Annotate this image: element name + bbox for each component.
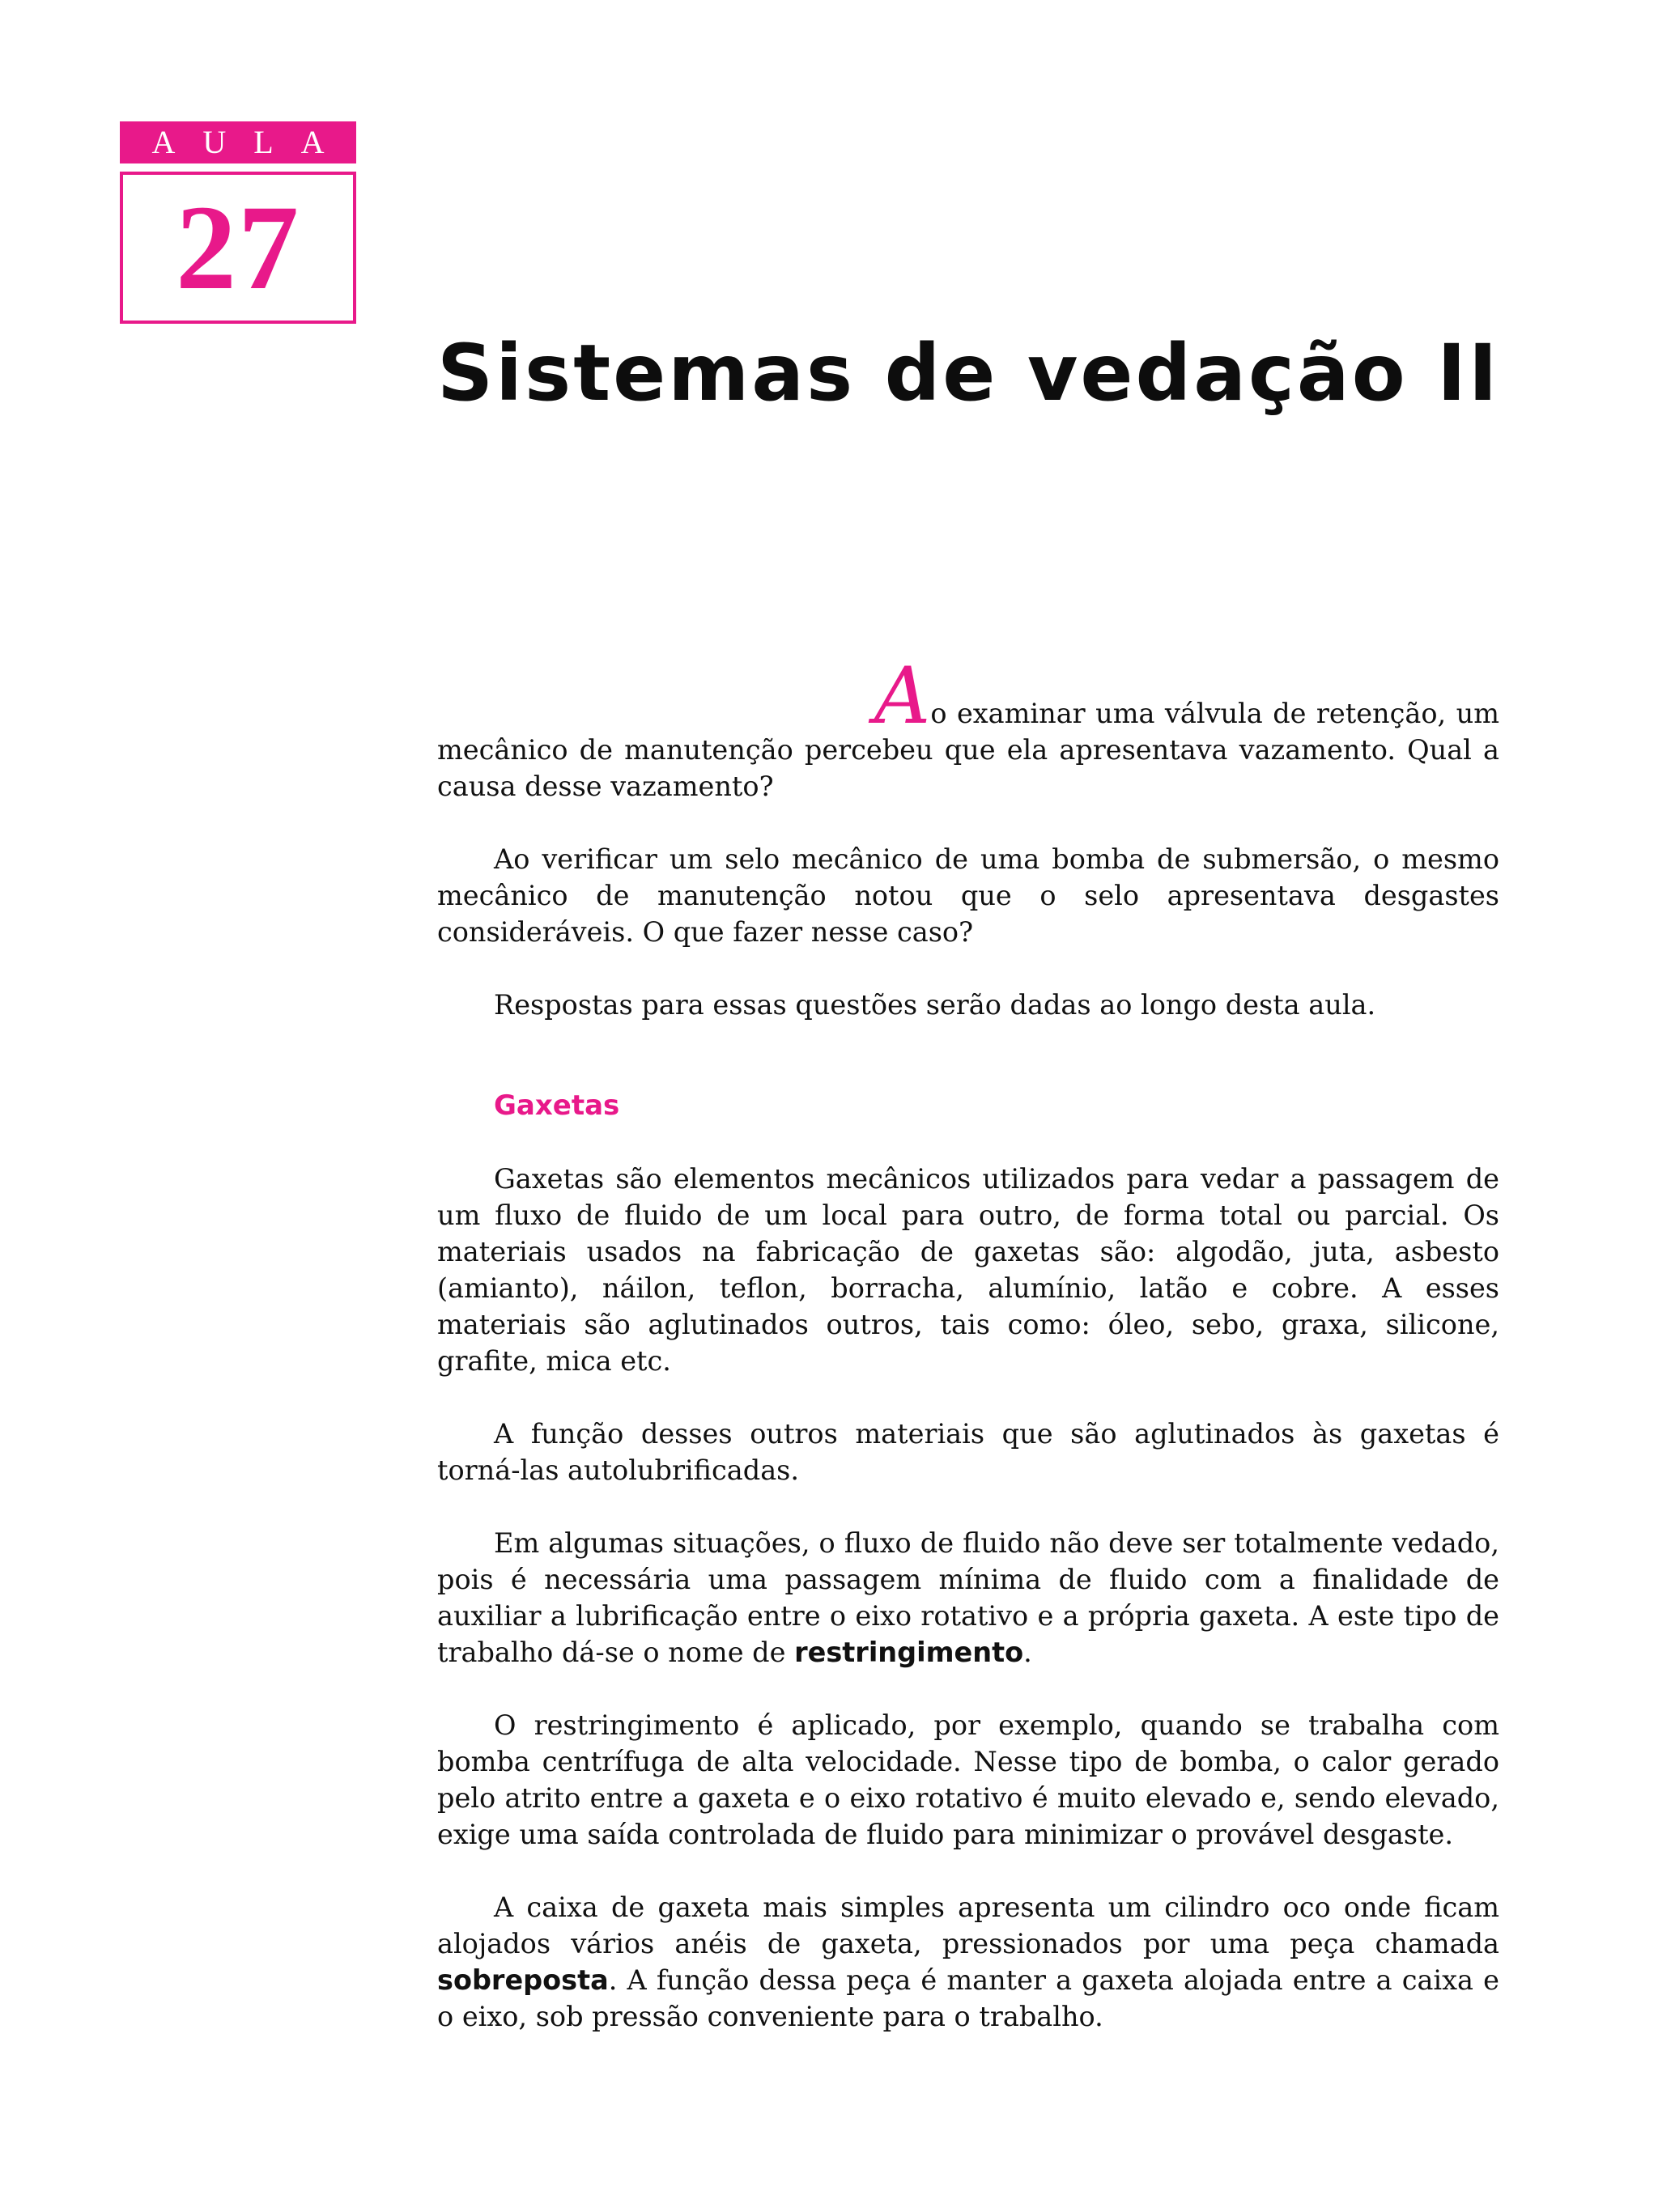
paragraph-gaxetas-definition: Gaxetas são elementos mecânicos utilizados para vedar a passagem de um fluxo de fluido de um local para outro, de forma total ou parcial. Os materiais usados na fabricação de gaxetas são: algodão, juta, asbesto (amianto), náilon, teflon, borracha, alumínio, latão e cobre. A esses materiais são aglutinados outros, tais como: óleo, sebo, graxa, silicone, grafite, mica etc.	[437, 1163, 1499, 1377]
lesson-number-frame	[120, 172, 356, 324]
lesson-badge	[120, 121, 356, 324]
lesson-number: 27	[176, 180, 300, 315]
restringimento-term: restringimento	[794, 1637, 1024, 1668]
restringimento-end: .	[1023, 1637, 1032, 1668]
paragraph-sobreposta	[437, 1889, 1499, 2035]
intro-first-line: o examinar uma válvula de retenção,	[930, 698, 1447, 729]
paragraph-answers-note: Respostas para essas questões serão dadas ao longo desta aula.	[494, 989, 1376, 1021]
paragraph-question-2: Ao verificar um selo mecânico de uma bomba de submersão, o mesmo mecânico de manutenção notou que o selo apresentava desgastes consideráveis. O que fazer nesse caso?	[437, 843, 1499, 948]
section-heading: Gaxetas	[494, 1089, 620, 1122]
paragraph-restringimento-application: O restringimento é aplicado, por exemplo, quando se trabalha com bomba centrífuga de alta velocidade. Nesse tipo de bomba, o calor gerado pelo atrito entre a gaxeta e o eixo rotativo é muito elevado e, sendo elevado, exige uma saída controlada de fluido para minimizar o provável desgaste.	[437, 1709, 1499, 1850]
sobreposta-term: sobreposta	[437, 1964, 609, 1996]
lesson-body	[437, 651, 1499, 2071]
restringimento-text: Em algumas situações, o fluxo de fluido não deve ser totalmente vedado, pois é necessária uma passagem mínima de fluido com a finalidade de auxiliar a lubrificação entre o eixo rotativo e a própria gaxeta. A este tipo de trabalho dá-se o nome de	[437, 1527, 1499, 1668]
sobreposta-text: A caixa de gaxeta mais simples apresenta um cilindro oco onde ficam alojados vários anéis de gaxeta, pressionados por uma peça chamada	[437, 1891, 1499, 1959]
sobreposta-end: . A função dessa peça é manter a gaxeta alojada entre a caixa e o eixo, sob pressão conveniente para o trabalho.	[437, 1964, 1499, 2032]
dropcap: A	[874, 651, 931, 741]
paragraph-gaxetas-function: A função desses outros materiais que são aglutinados às gaxetas é torná-las autolubrificadas.	[437, 1418, 1499, 1486]
paragraph-restringimento	[437, 1525, 1499, 1671]
lesson-badge-label: AULA	[120, 121, 356, 163]
intro-paragraph	[437, 651, 1499, 805]
intro-text-rest: um mecânico de manutenção percebeu que ela apresentava vazamento. Qual a causa desse vazamento?	[437, 698, 1499, 802]
page-title: Sistemas de vedação II	[437, 328, 1500, 418]
